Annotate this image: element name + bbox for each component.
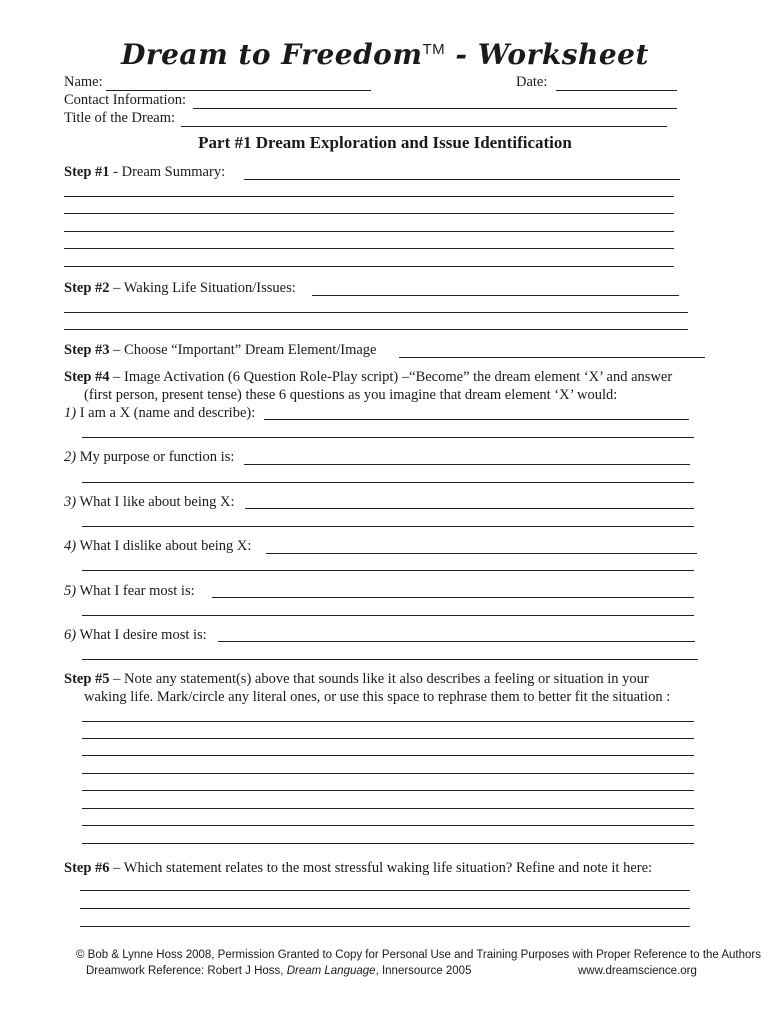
- step5-label: Step #5: [64, 671, 110, 687]
- step5-line[interactable]: [82, 738, 694, 739]
- step3-text: [64, 342, 376, 359]
- question-6-line[interactable]: [82, 659, 698, 660]
- dream-title-label: Title of the Dream:: [64, 110, 176, 126]
- step2-line[interactable]: [312, 295, 679, 296]
- question-4-num: 4): [64, 538, 77, 554]
- step5-desc-1: – Note any statement(s) above that sounds like it also describes a feeling or situation in your: [109, 671, 649, 687]
- question-3: [64, 494, 234, 511]
- question-1-text: I am a X (name and describe):: [76, 405, 256, 421]
- step1-line[interactable]: [64, 248, 674, 249]
- step6-desc: – Which statement relates to the most stressful waking life situation? Refine and note it here:: [109, 860, 653, 876]
- question-5-line[interactable]: [82, 615, 694, 616]
- name-label: Name:: [64, 74, 103, 90]
- step2-label: Step #2: [64, 280, 110, 296]
- footer-ref-book: Dream Language: [286, 965, 376, 977]
- step4-text: [64, 369, 672, 386]
- step3-label: Step #3: [64, 342, 110, 358]
- step5-desc-2: waking life. Mark/circle any literal ones, or use this space to rephrase them to better fit the situation :: [84, 689, 671, 705]
- step1-line[interactable]: [64, 213, 674, 214]
- step1-line[interactable]: [244, 179, 680, 180]
- question-6: [64, 627, 207, 644]
- step5-line[interactable]: [82, 721, 694, 722]
- footer-website[interactable]: www.dreamscience.org: [578, 965, 697, 977]
- title-suffix: - Worksheet: [445, 38, 649, 71]
- question-5-num: 5): [64, 583, 77, 599]
- date-label: Date:: [516, 74, 548, 90]
- step5-line[interactable]: [82, 790, 694, 791]
- contact-field-line[interactable]: [193, 108, 677, 109]
- step2-line[interactable]: [64, 312, 688, 313]
- footer-reference: [86, 965, 471, 977]
- dream-title-field-line[interactable]: [181, 126, 667, 127]
- question-5-text: What I fear most is:: [76, 583, 195, 599]
- question-3-line[interactable]: [245, 508, 694, 509]
- question-5: [64, 583, 195, 600]
- question-2: [64, 449, 234, 466]
- footer-ref-suffix: , Innersource 2005: [375, 965, 472, 977]
- question-6-num: 6): [64, 627, 77, 643]
- question-2-num: 2): [64, 449, 77, 465]
- step5-line[interactable]: [82, 825, 694, 826]
- part1-heading: Part #1 Dream Exploration and Issue Identification: [198, 133, 572, 152]
- question-4-text: What I dislike about being X:: [76, 538, 252, 554]
- question-4-line[interactable]: [266, 553, 697, 554]
- step6-line[interactable]: [80, 926, 690, 927]
- step2-desc: – Waking Life Situation/Issues:: [109, 280, 296, 296]
- step1-desc: - Dream Summary:: [109, 164, 226, 180]
- step5-text: [64, 671, 649, 688]
- question-1: [64, 405, 255, 422]
- step6-line[interactable]: [80, 890, 690, 891]
- step3-line[interactable]: [399, 357, 705, 358]
- question-1-num: 1): [64, 405, 77, 421]
- step4-desc-2: (first person, present tense) these 6 questions as you imagine that dream element ‘X’ would:: [84, 387, 618, 403]
- worksheet-title: [0, 38, 770, 71]
- step6-text: [64, 860, 652, 877]
- step5-line[interactable]: [82, 773, 694, 774]
- step4-desc-1: – Image Activation (6 Question Role-Play script) –“Become” the dream element ‘X’ and answer: [109, 369, 673, 385]
- step5-line[interactable]: [82, 755, 694, 756]
- date-field-line[interactable]: [556, 90, 677, 91]
- question-3-line[interactable]: [82, 526, 694, 527]
- step2-text: [64, 280, 296, 297]
- question-3-text: What I like about being X:: [76, 494, 235, 510]
- question-2-text: My purpose or function is:: [76, 449, 235, 465]
- step5-line[interactable]: [82, 843, 694, 844]
- step6-line[interactable]: [80, 908, 690, 909]
- footer-copyright: © Bob & Lynne Hoss 2008, Permission Granted to Copy for Personal Use and Training Purposes with Proper Reference to the Authors: [76, 949, 761, 961]
- step6-label: Step #6: [64, 860, 110, 876]
- question-6-text: What I desire most is:: [76, 627, 207, 643]
- question-6-line[interactable]: [218, 641, 695, 642]
- step3-desc: – Choose “Important” Dream Element/Image: [109, 342, 377, 358]
- title-main: Dream to Freedom: [121, 38, 423, 71]
- footer-ref-prefix: Dreamwork Reference: Robert J Hoss,: [86, 965, 287, 977]
- question-1-line[interactable]: [264, 419, 689, 420]
- step1-line[interactable]: [64, 266, 674, 267]
- step1-line[interactable]: [64, 196, 674, 197]
- question-2-line[interactable]: [244, 464, 690, 465]
- step1-text: [64, 164, 225, 181]
- step5-line[interactable]: [82, 808, 694, 809]
- question-2-line[interactable]: [82, 482, 694, 483]
- question-4-line[interactable]: [82, 570, 694, 571]
- step4-label: Step #4: [64, 369, 110, 385]
- question-4: [64, 538, 251, 555]
- question-5-line[interactable]: [212, 597, 694, 598]
- question-3-num: 3): [64, 494, 77, 510]
- step1-label: Step #1: [64, 164, 110, 180]
- name-field-line[interactable]: [106, 90, 371, 91]
- step2-line[interactable]: [64, 329, 688, 330]
- step1-line[interactable]: [64, 231, 674, 232]
- contact-label: Contact Information:: [64, 92, 187, 108]
- trademark-mark: TM: [422, 41, 446, 58]
- question-1-line[interactable]: [82, 437, 694, 438]
